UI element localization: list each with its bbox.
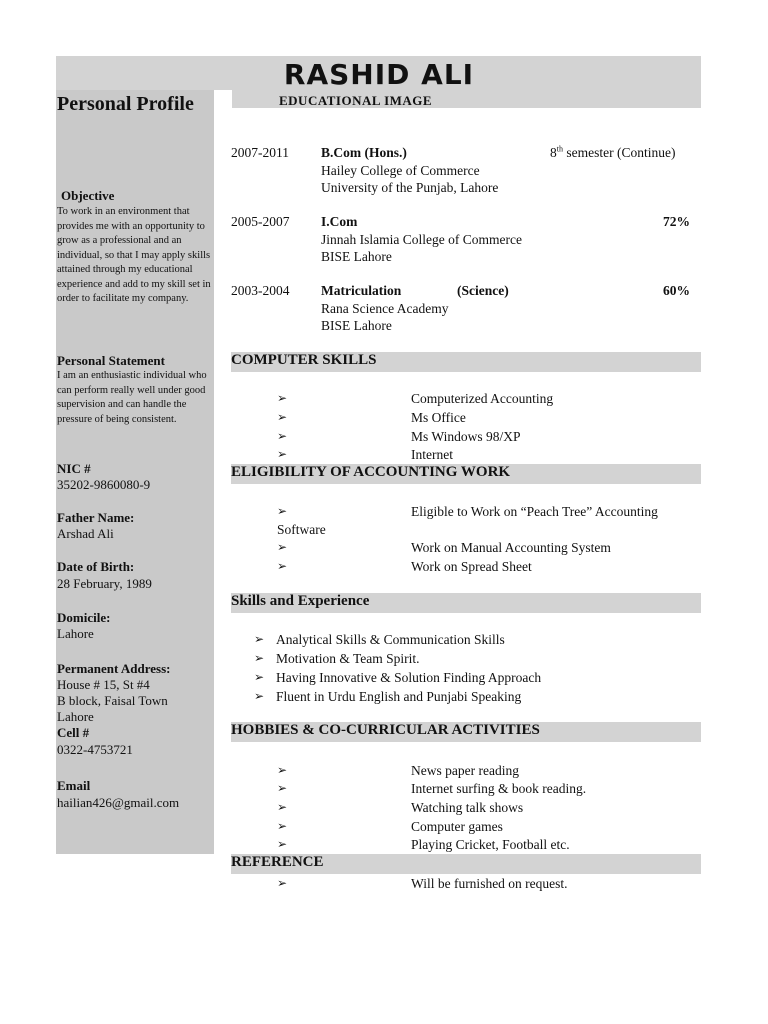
bullet-arrow-icon: ➢ bbox=[277, 410, 288, 424]
bullet-arrow-icon: ➢ bbox=[254, 651, 265, 665]
computer-skill-item: Ms Windows 98/XP bbox=[411, 429, 521, 444]
header-subtitle: EDUCATIONAL IMAGE bbox=[279, 93, 433, 108]
email-heading: Email bbox=[57, 778, 91, 793]
father-heading: Father Name: bbox=[57, 510, 135, 525]
edu-years: 2005-2007 bbox=[231, 214, 290, 229]
statement-text: I am an enthusiastic individual who can perform really well under good supervision and can handle the pressure of being consistent. bbox=[57, 370, 207, 425]
edu-years: 2003-2004 bbox=[231, 283, 290, 298]
eligibility-item: Eligible to Work on “Peach Tree” Accounting bbox=[411, 504, 658, 519]
bullet-arrow-icon: ➢ bbox=[277, 837, 288, 851]
bullet-arrow-icon: ➢ bbox=[254, 670, 265, 684]
domicile-value: Lahore bbox=[57, 626, 94, 641]
edu-institution: Jinnah Islamia College of Commerce bbox=[321, 232, 522, 247]
bullet-arrow-icon: ➢ bbox=[277, 447, 288, 461]
skill-item: Motivation & Team Spirit. bbox=[276, 651, 420, 666]
hobby-item: Computer games bbox=[411, 819, 503, 834]
email-value: hailian426@gmail.com bbox=[57, 795, 180, 810]
edu-institution: Rana Science Academy bbox=[321, 301, 449, 316]
skills-experience-heading: Skills and Experience bbox=[231, 593, 370, 609]
edu-degree: B.Com (Hons.) bbox=[321, 145, 407, 160]
edu-status: 8th semester (Continue) bbox=[550, 144, 676, 160]
bullet-arrow-icon: ➢ bbox=[277, 876, 288, 890]
eligibility-item: Work on Manual Accounting System bbox=[411, 540, 611, 555]
nic-heading: NIC # bbox=[57, 461, 91, 476]
bullet-arrow-icon: ➢ bbox=[277, 429, 288, 443]
objective-text: To work in an environment that provides me with an opportunity to grow as a professional and an individual, so that I may apply skills attained through my educational experience and add to my skill set in order to facilitate my company. bbox=[57, 206, 211, 304]
statement-heading: Personal Statement bbox=[57, 353, 165, 368]
reference-heading: REFERENCE bbox=[231, 854, 324, 870]
hobbies-heading: HOBBIES & CO-CURRICULAR ACTIVITIES bbox=[231, 722, 540, 738]
bullet-arrow-icon: ➢ bbox=[277, 800, 288, 814]
skill-item: Fluent in Urdu English and Punjabi Speaking bbox=[276, 689, 522, 704]
edu-result: 60% bbox=[663, 283, 690, 298]
bullet-arrow-icon: ➢ bbox=[277, 559, 288, 573]
hobby-item: Internet surfing & book reading. bbox=[411, 781, 587, 796]
bullet-arrow-icon: ➢ bbox=[277, 391, 288, 405]
edu-result: 72% bbox=[663, 214, 690, 229]
dob-value: 28 February, 1989 bbox=[57, 576, 152, 591]
edu-stream: (Science) bbox=[457, 283, 509, 298]
eligibility-item-continued: Software bbox=[277, 522, 326, 537]
dob-heading: Date of Birth: bbox=[57, 559, 135, 574]
skill-item: Analytical Skills & Communication Skills bbox=[276, 632, 505, 647]
edu-institution: BISE Lahore bbox=[321, 318, 392, 333]
hobby-item: Playing Cricket, Football etc. bbox=[411, 837, 570, 852]
address-line: B block, Faisal Town bbox=[57, 693, 168, 708]
bullet-arrow-icon: ➢ bbox=[277, 540, 288, 554]
bullet-arrow-icon: ➢ bbox=[254, 632, 265, 646]
sidebar-notch bbox=[214, 90, 232, 108]
bullet-arrow-icon: ➢ bbox=[277, 504, 288, 518]
cell-heading: Cell # bbox=[57, 725, 90, 740]
edu-institution: Hailey College of Commerce bbox=[321, 163, 480, 178]
computer-skill-item: Computerized Accounting bbox=[411, 391, 554, 406]
reference-text: Will be furnished on request. bbox=[411, 876, 568, 891]
father-value: Arshad Ali bbox=[57, 526, 114, 541]
eligibility-item: Work on Spread Sheet bbox=[411, 559, 532, 574]
domicile-heading: Domicile: bbox=[57, 610, 111, 625]
address-line: House # 15, St #4 bbox=[57, 677, 150, 692]
edu-institution: University of the Punjab, Lahore bbox=[321, 180, 499, 195]
bullet-arrow-icon: ➢ bbox=[277, 781, 288, 795]
cell-value: 0322-4753721 bbox=[57, 742, 133, 757]
edu-institution: BISE Lahore bbox=[321, 249, 392, 264]
edu-degree: Matriculation bbox=[321, 283, 402, 298]
candidate-name: RASHID ALI bbox=[283, 58, 475, 91]
address-line: Lahore bbox=[57, 709, 94, 724]
objective-heading: Objective bbox=[61, 188, 115, 203]
address-heading: Permanent Address: bbox=[57, 661, 171, 676]
bullet-arrow-icon: ➢ bbox=[277, 763, 288, 777]
eligibility-heading: ELIGIBILITY OF ACCOUNTING WORK bbox=[231, 464, 511, 480]
profile-title: Personal Profile bbox=[57, 93, 194, 115]
computer-skill-item: Ms Office bbox=[411, 410, 466, 425]
skill-item: Having Innovative & Solution Finding Approach bbox=[276, 670, 542, 685]
edu-years: 2007-2011 bbox=[231, 145, 289, 160]
hobby-item: Watching talk shows bbox=[411, 800, 524, 815]
bullet-arrow-icon: ➢ bbox=[277, 819, 288, 833]
nic-value: 35202-9860080-9 bbox=[57, 477, 151, 492]
computer-skill-item: Internet bbox=[411, 447, 453, 462]
bullet-arrow-icon: ➢ bbox=[254, 689, 265, 703]
computer-skills-heading: COMPUTER SKILLS bbox=[231, 352, 377, 368]
hobby-item: News paper reading bbox=[411, 763, 519, 778]
edu-degree: I.Com bbox=[321, 214, 358, 229]
